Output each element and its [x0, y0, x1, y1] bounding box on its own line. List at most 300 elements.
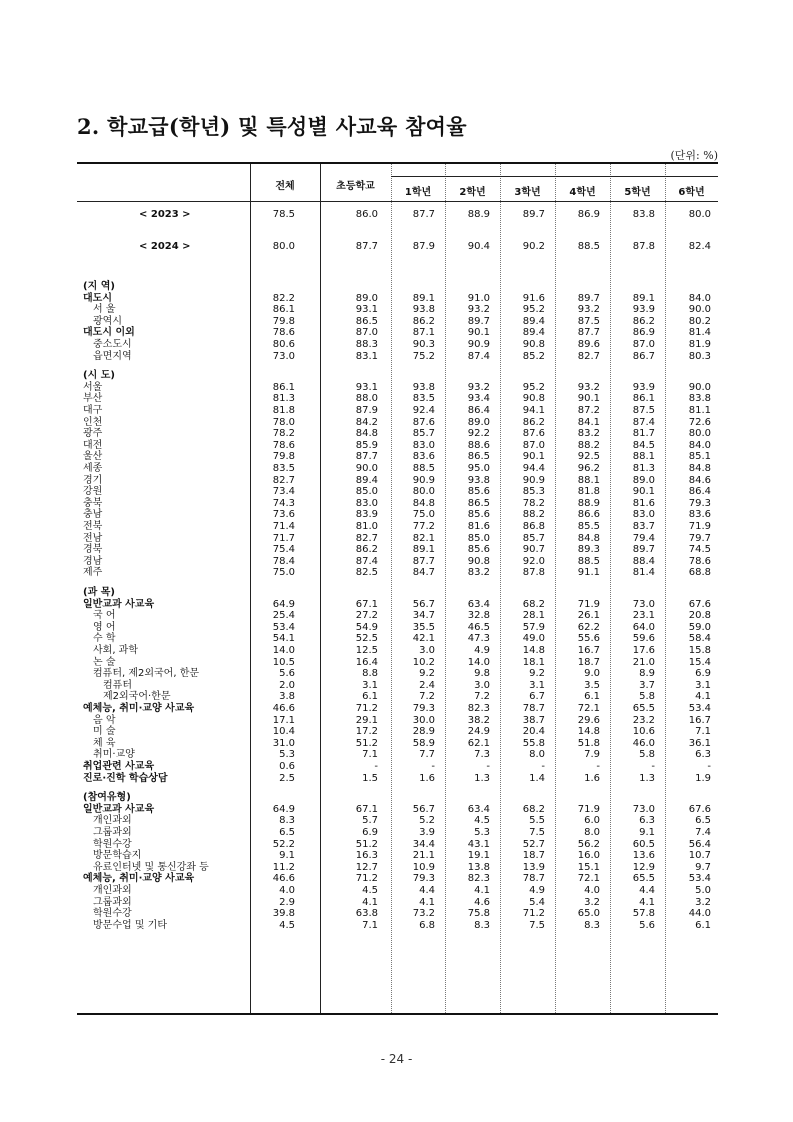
cell-value: 88.1 — [577, 474, 600, 486]
header-grade-2: 2학년 — [459, 187, 486, 198]
cell-value: 4.9 — [529, 885, 545, 896]
cell-value: 4.1 — [695, 691, 711, 703]
cell-value: 2.0 — [279, 679, 295, 691]
cell-value: 46.5 — [467, 621, 490, 633]
cell-value: 83.5 — [272, 463, 295, 474]
cell-value: 83.8 — [688, 393, 711, 405]
cell-value: 26.1 — [577, 610, 600, 622]
cell-value: 62.2 — [577, 621, 600, 633]
cell-value: - — [431, 761, 435, 772]
cell-value: 86.7 — [632, 350, 655, 362]
row-label: 예체능, 취미·교양 사교육 — [83, 703, 195, 714]
cell-value: 65.0 — [577, 908, 600, 920]
cell-value: 29.6 — [577, 714, 600, 726]
cell-value: 83.1 — [355, 350, 378, 362]
cell-value: 79.3 — [412, 873, 435, 885]
cell-value: 86.1 — [632, 393, 655, 405]
cell-value: 95.0 — [467, 463, 490, 474]
cell-value: 86.2 — [632, 315, 655, 327]
cell-value: 72.1 — [577, 873, 600, 885]
row-label: 컴퓨터, 제2외국어, 한문 — [93, 668, 200, 680]
row-label: 전남 — [83, 532, 103, 544]
cell-value: 5.5 — [529, 815, 545, 827]
table-row — [77, 498, 718, 510]
cell-value: 71.2 — [522, 908, 545, 920]
cell-value: 6.1 — [695, 919, 711, 931]
cell-value: 9.2 — [419, 668, 435, 680]
cell-value: 5.0 — [695, 885, 711, 896]
cell-value: 12.7 — [355, 861, 378, 873]
cell-value: 83.0 — [355, 497, 378, 509]
cell-value: 88.4 — [632, 555, 655, 567]
row-label: 음 악 — [93, 714, 116, 726]
cell-value: 86.2 — [355, 544, 378, 556]
cell-value: 4.1 — [419, 896, 435, 908]
cell-value: 21.1 — [412, 850, 435, 862]
cell-value: 81.4 — [632, 567, 655, 579]
cell-value: 93.8 — [467, 474, 490, 486]
cell-value: 2.9 — [279, 896, 295, 908]
cell-value: 63.4 — [467, 803, 490, 815]
row-label: 미 술 — [93, 726, 116, 738]
cell-value: 72.6 — [688, 416, 711, 428]
row-label: 영 어 — [93, 621, 116, 633]
cell-value: - — [651, 761, 655, 772]
row-label: 서 울 — [93, 304, 116, 316]
cell-value: 93.8 — [412, 304, 435, 316]
cell-value: - — [707, 761, 711, 772]
cell-value: 79.3 — [412, 703, 435, 714]
cell-value: 79.7 — [688, 532, 711, 544]
cell-value: 75.0 — [412, 509, 435, 521]
cell-value: 60.5 — [632, 838, 655, 850]
cell-value: 5.6 — [279, 668, 295, 680]
cell-value: 49.0 — [522, 633, 545, 645]
cell-value: 10.9 — [412, 861, 435, 873]
cell-value: 83.2 — [467, 567, 490, 579]
row-label: 읍면지역 — [93, 350, 132, 362]
cell-value: 88.2 — [577, 439, 600, 451]
cell-value: 75.2 — [412, 350, 435, 362]
section-row — [77, 370, 718, 382]
row-label: 강원 — [83, 486, 103, 498]
row-label: 인천 — [83, 416, 103, 428]
table-row — [77, 405, 718, 417]
cell-value: 88.5 — [577, 555, 600, 567]
cell-value: 89.1 — [632, 292, 655, 304]
cell-value: 68.2 — [522, 598, 545, 610]
cell-value: 93.2 — [467, 381, 490, 393]
row-label: 그룹과외 — [93, 827, 132, 838]
cell-value: 1.5 — [362, 772, 378, 784]
cell-value: 15.4 — [688, 656, 711, 668]
cell-value: 84.8 — [688, 463, 711, 474]
row-label: 충북 — [83, 497, 103, 509]
cell-value: 71.9 — [688, 521, 711, 532]
cell-value: 79.8 — [272, 315, 295, 327]
cell-value: 13.8 — [467, 861, 490, 873]
cell-value: 90.0 — [688, 381, 711, 393]
cell-value: 28.9 — [412, 726, 435, 738]
cell-value: 82.7 — [272, 474, 295, 486]
cell-value: 80.6 — [272, 339, 295, 350]
cell-value: 1.4 — [529, 772, 545, 784]
cell-value: 16.0 — [577, 850, 600, 862]
cell-value: 87.7 — [412, 555, 435, 567]
cell-value: 84.1 — [577, 416, 600, 428]
cell-value: 73.0 — [272, 350, 295, 362]
table-row — [77, 599, 718, 611]
cell-value: 4.4 — [419, 885, 435, 896]
cell-value: 88.2 — [522, 509, 545, 521]
cell-value: 64.0 — [632, 621, 655, 633]
cell-value: 86.1 — [272, 381, 295, 393]
cell-value: 86.5 — [467, 497, 490, 509]
cell-value: 72.1 — [577, 703, 600, 714]
cell-value: 8.3 — [474, 919, 490, 931]
cell-value: 6.1 — [584, 691, 600, 703]
cell-value: 87.2 — [577, 405, 600, 416]
cell-value: 93.2 — [467, 304, 490, 316]
row-label: (시 도) — [83, 370, 115, 382]
cell-value: 87.0 — [355, 327, 378, 339]
cell-value: 63.4 — [467, 598, 490, 610]
cell-value: 90.1 — [632, 486, 655, 498]
cell-value: 17.6 — [632, 645, 655, 656]
cell-value: 1.6 — [419, 772, 435, 784]
cell-value: 93.1 — [355, 381, 378, 393]
table-row — [77, 241, 718, 253]
cell-value: 7.9 — [584, 749, 600, 761]
cell-value: 51.2 — [355, 737, 378, 749]
table-row — [77, 633, 718, 645]
cell-value: 46.6 — [272, 703, 295, 714]
cell-value: 81.0 — [355, 521, 378, 532]
cell-value: 4.0 — [279, 885, 295, 896]
row-label: 국 어 — [93, 610, 116, 622]
cell-value: 89.1 — [412, 544, 435, 556]
cell-value: 90.9 — [412, 474, 435, 486]
cell-value: 88.1 — [632, 451, 655, 463]
cell-value: 5.3 — [474, 827, 490, 838]
row-label: 충남 — [83, 509, 103, 521]
row-label: 개인과외 — [93, 815, 132, 827]
row-label: 중소도시 — [93, 339, 132, 350]
cell-value: 87.7 — [355, 451, 378, 463]
cell-value: 20.4 — [522, 726, 545, 738]
header-grade-6: 6학년 — [678, 187, 705, 198]
row-label: 체 육 — [93, 737, 116, 749]
cell-value: 34.7 — [412, 610, 435, 622]
cell-value: 14.0 — [272, 645, 295, 656]
table-row — [77, 610, 718, 622]
cell-value: 86.9 — [577, 209, 600, 220]
cell-value: 87.1 — [412, 327, 435, 339]
cell-value: 80.0 — [688, 209, 711, 220]
page-number: - 24 - — [380, 1052, 413, 1066]
cell-value: 7.7 — [419, 749, 435, 761]
cell-value: 90.4 — [467, 241, 490, 252]
row-label: 취미·교양 — [93, 749, 135, 761]
cell-value: 38.7 — [522, 714, 545, 726]
cell-value: 44.0 — [688, 908, 711, 920]
cell-value: 73.0 — [632, 803, 655, 815]
table-row — [77, 815, 718, 827]
cell-value: 83.9 — [355, 509, 378, 521]
cell-value: 90.0 — [355, 463, 378, 474]
cell-value: 71.9 — [577, 598, 600, 610]
cell-value: 8.9 — [639, 668, 655, 680]
cell-value: 80.0 — [272, 241, 295, 252]
cell-value: 6.5 — [279, 827, 295, 838]
cell-value: 6.5 — [695, 815, 711, 827]
cell-value: 75.0 — [272, 567, 295, 579]
row-label: 경기 — [83, 474, 103, 486]
header-subline — [391, 176, 718, 177]
cell-value: 79.8 — [272, 451, 295, 463]
cell-value: 5.4 — [529, 896, 545, 908]
cell-value: 85.0 — [467, 532, 490, 544]
cell-value: 87.4 — [632, 416, 655, 428]
cell-value: 87.0 — [632, 339, 655, 350]
cell-value: 89.1 — [412, 292, 435, 304]
cell-value: 5.7 — [362, 815, 378, 827]
cell-value: 56.4 — [688, 838, 711, 850]
cell-value: 84.0 — [688, 439, 711, 451]
cell-value: 81.8 — [272, 405, 295, 416]
cell-value: 17.1 — [272, 714, 295, 726]
table-row — [77, 804, 718, 816]
cell-value: 9.1 — [639, 827, 655, 838]
cell-value: 64.9 — [272, 803, 295, 815]
cell-value: 81.6 — [632, 497, 655, 509]
cell-value: 85.6 — [467, 486, 490, 498]
cell-value: 93.1 — [355, 304, 378, 316]
cell-value: 89.4 — [522, 315, 545, 327]
cell-value: - — [374, 761, 378, 772]
cell-value: 10.2 — [412, 656, 435, 668]
cell-value: 78.7 — [522, 703, 545, 714]
cell-value: 78.0 — [272, 416, 295, 428]
row-label: < 2023 > — [139, 209, 191, 220]
cell-value: 4.4 — [639, 885, 655, 896]
cell-value: 59.6 — [632, 633, 655, 645]
cell-value: 81.3 — [272, 393, 295, 405]
cell-value: 71.7 — [272, 532, 295, 544]
table-row — [77, 897, 718, 909]
cell-value: 46.6 — [272, 873, 295, 885]
cell-value: 29.1 — [355, 714, 378, 726]
cell-value: 58.9 — [412, 737, 435, 749]
cell-value: 30.0 — [412, 714, 435, 726]
cell-value: 4.1 — [362, 896, 378, 908]
cell-value: - — [596, 761, 600, 772]
table-row — [77, 428, 718, 440]
cell-value: 80.0 — [688, 428, 711, 440]
cell-value: 1.6 — [584, 772, 600, 784]
cell-value: 65.5 — [632, 703, 655, 714]
cell-value: 4.5 — [474, 815, 490, 827]
cell-value: 79.4 — [632, 532, 655, 544]
cell-value: 5.2 — [419, 815, 435, 827]
cell-value: 31.0 — [272, 737, 295, 749]
cell-value: 19.1 — [467, 850, 490, 862]
cell-value: 5.6 — [639, 919, 655, 931]
cell-value: 78.6 — [272, 327, 295, 339]
cell-value: 35.5 — [412, 621, 435, 633]
row-label: 취업관련 사교육 — [83, 761, 155, 772]
cell-value: 56.7 — [412, 598, 435, 610]
cell-value: 18.7 — [522, 850, 545, 862]
cell-value: 80.2 — [688, 315, 711, 327]
cell-value: 85.2 — [522, 350, 545, 362]
table-row — [77, 862, 718, 874]
cell-value: 89.0 — [467, 416, 490, 428]
cell-value: 89.3 — [577, 544, 600, 556]
header-grade-1: 1학년 — [404, 187, 432, 198]
cell-value: 86.8 — [522, 521, 545, 532]
cell-value: 3.9 — [419, 827, 435, 838]
cell-value: 90.9 — [467, 339, 490, 350]
cell-value: 93.8 — [412, 381, 435, 393]
cell-value: 83.8 — [632, 209, 655, 220]
table-row — [77, 885, 718, 897]
row-label: 경남 — [83, 555, 103, 567]
table-row — [77, 351, 718, 363]
table-row — [77, 761, 718, 773]
cell-value: 87.7 — [355, 241, 378, 252]
cell-value: 7.2 — [474, 691, 490, 703]
cell-value: 81.9 — [688, 339, 711, 350]
cell-value: 62.1 — [467, 737, 490, 749]
header-grade-5: 5학년 — [624, 187, 651, 198]
row-label: 논 술 — [93, 656, 116, 668]
cell-value: 7.1 — [362, 749, 378, 761]
cell-value: 67.6 — [688, 803, 711, 815]
cell-value: 14.8 — [577, 726, 600, 738]
cell-value: 90.8 — [467, 555, 490, 567]
cell-value: 88.5 — [577, 241, 600, 252]
cell-value: 4.9 — [474, 645, 490, 656]
row-label: 예체능, 취미·교양 사교육 — [83, 873, 195, 885]
cell-value: 81.8 — [577, 486, 600, 498]
cell-value: 78.4 — [272, 555, 295, 567]
cell-value: 64.9 — [272, 598, 295, 610]
cell-value: 5.8 — [639, 749, 655, 761]
unit-label: (단위: %) — [670, 149, 718, 162]
row-label: 그룹과외 — [93, 896, 132, 908]
cell-value: 16.7 — [577, 645, 600, 656]
cell-value: 25.4 — [272, 610, 295, 622]
cell-value: 85.7 — [522, 532, 545, 544]
section-row — [77, 587, 718, 599]
table-row — [77, 873, 718, 885]
cell-value: 68.8 — [688, 567, 711, 579]
cell-value: 16.7 — [688, 714, 711, 726]
cell-value: 85.9 — [355, 439, 378, 451]
cell-value: 80.3 — [688, 350, 711, 362]
cell-value: 3.1 — [695, 679, 711, 691]
table-row — [77, 316, 718, 328]
cell-value: 87.5 — [632, 405, 655, 416]
row-label: (지 역) — [83, 281, 115, 292]
table-row — [77, 451, 718, 463]
cell-value: 73.0 — [632, 598, 655, 610]
table-row — [77, 715, 718, 727]
row-label: (참여유형) — [83, 792, 131, 804]
cell-value: 94.4 — [522, 463, 545, 474]
cell-value: 7.1 — [362, 919, 378, 931]
cell-value: 87.6 — [522, 428, 545, 440]
row-label: 방문학습지 — [93, 850, 142, 862]
table-row — [77, 556, 718, 568]
cell-value: 42.1 — [412, 633, 435, 645]
cell-value: 74.5 — [688, 544, 711, 556]
table-row — [77, 327, 718, 339]
cell-value: 9.2 — [529, 668, 545, 680]
cell-value: 36.1 — [688, 737, 711, 749]
cell-value: 90.1 — [522, 451, 545, 463]
cell-value: 84.2 — [355, 416, 378, 428]
table-header — [77, 164, 718, 202]
header-total: 전체 — [275, 181, 295, 192]
row-label: 일반교과 사교육 — [83, 803, 155, 815]
cell-value: 53.4 — [272, 621, 295, 633]
table-row — [77, 440, 718, 452]
table-row — [77, 827, 718, 839]
cell-value: 71.2 — [355, 873, 378, 885]
cell-value: 87.9 — [412, 241, 435, 252]
cell-value: 82.7 — [577, 350, 600, 362]
cell-value: 3.2 — [695, 896, 711, 908]
row-label: 광주 — [83, 428, 103, 440]
cell-value: 92.4 — [412, 405, 435, 416]
row-label: 광역시 — [93, 315, 122, 327]
cell-value: 92.5 — [577, 451, 600, 463]
cell-value: 92.2 — [467, 428, 490, 440]
cell-value: 82.3 — [467, 703, 490, 714]
cell-value: 82.2 — [272, 292, 295, 304]
cell-value: 6.3 — [639, 815, 655, 827]
header-grade-4: 4학년 — [569, 187, 596, 198]
row-label: 수 학 — [93, 633, 116, 645]
cell-value: 89.7 — [467, 315, 490, 327]
cell-value: 85.6 — [467, 509, 490, 521]
cell-value: 84.8 — [577, 532, 600, 544]
cell-value: 84.7 — [412, 567, 435, 579]
cell-value: 87.8 — [522, 567, 545, 579]
cell-value: 15.1 — [577, 861, 600, 873]
cell-value: 2.4 — [419, 679, 435, 691]
table-row — [77, 657, 718, 669]
cell-value: 4.1 — [639, 896, 655, 908]
cell-value: 3.7 — [639, 679, 655, 691]
cell-value: 82.7 — [355, 532, 378, 544]
table-row — [77, 417, 718, 429]
cell-value: 51.8 — [577, 737, 600, 749]
table-row — [77, 773, 718, 785]
cell-value: 3.5 — [584, 679, 600, 691]
cell-value: 3.8 — [279, 691, 295, 703]
cell-value: 4.1 — [474, 885, 490, 896]
cell-value: 67.1 — [355, 598, 378, 610]
cell-value: 81.3 — [632, 463, 655, 474]
cell-value: 12.5 — [355, 645, 378, 656]
cell-value: 53.4 — [688, 873, 711, 885]
table-row — [77, 908, 718, 920]
cell-value: 47.3 — [467, 633, 490, 645]
cell-value: 83.6 — [688, 509, 711, 521]
